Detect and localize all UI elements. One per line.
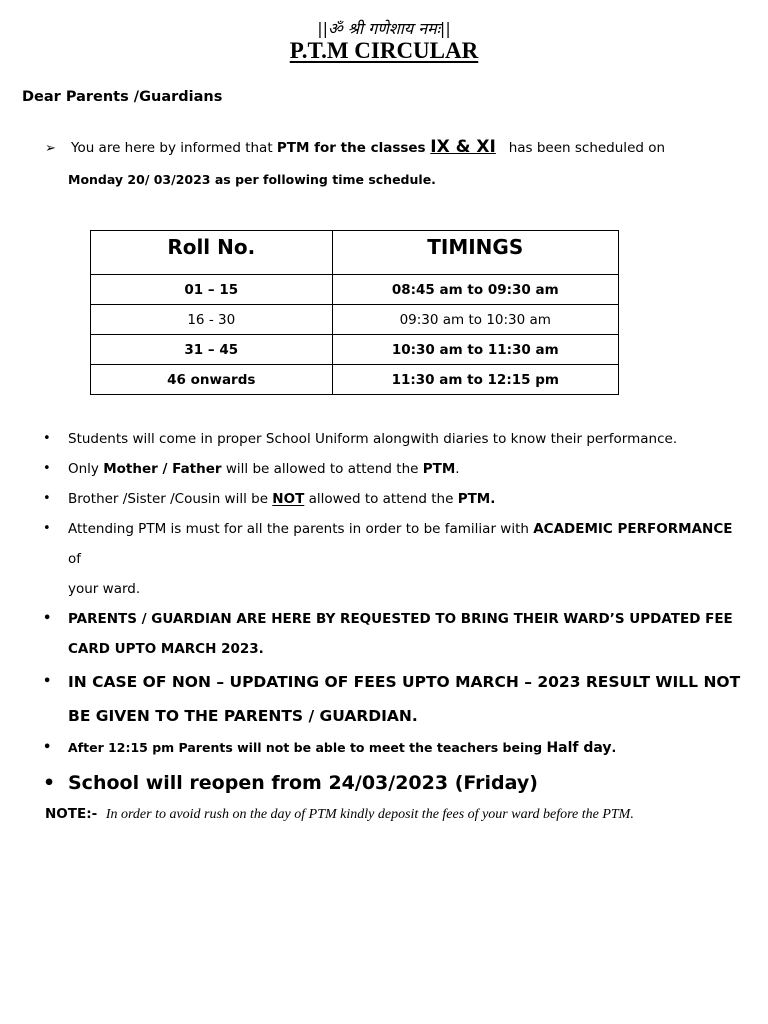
point-emphasis: Mother / Father	[103, 461, 222, 477]
time-cell: 09:30 am to 10:30 am	[332, 305, 618, 335]
bullet-icon: •	[43, 431, 51, 446]
intro-ptm: PTM	[276, 140, 310, 156]
point-text: allowed to attend the	[304, 491, 458, 507]
list-item	[22, 514, 742, 604]
list-item	[22, 763, 742, 803]
time-cell: 08:45 am to 09:30 am	[332, 275, 618, 305]
time-cell: 11:30 am to 12:15 pm	[332, 365, 618, 395]
bullet-icon: •	[43, 461, 51, 476]
title-text: P.T.M CIRCULAR	[289, 38, 479, 63]
intro-classes: IX & XI	[430, 137, 496, 157]
intro-line	[45, 137, 665, 157]
point-text: Students will come in proper School Uniform alongwith diaries to know their performance.	[68, 431, 678, 447]
list-item	[22, 424, 742, 454]
table-header-row	[91, 231, 619, 275]
schedule-table	[90, 230, 619, 395]
table-row	[91, 365, 619, 395]
point-text: Only	[68, 461, 104, 477]
intro-text-1: You are here by informed that	[71, 140, 277, 156]
list-item	[22, 604, 742, 664]
intro-scheduled: has been scheduled on	[508, 140, 666, 156]
point-text: PARENTS / GUARDIAN ARE HERE BY REQUESTED TO BRING THEIR WARD’S UPDATED FEE	[68, 611, 733, 627]
note-text: In order to avoid rush on the day of PTM kindly deposit the fees of your ward before the PTM.	[105, 807, 634, 822]
intro-date-line: Monday 20/ 03/2023 as per following time schedule.	[68, 172, 436, 187]
roll-cell: 46 onwards	[91, 365, 333, 395]
point-emphasis: NOT	[272, 491, 305, 507]
list-item	[22, 665, 742, 733]
invocation-text: ||ॐ श्री गणेशाय नमः||	[317, 19, 451, 38]
header-timings: TIMINGS	[332, 231, 618, 275]
point-emphasis: ACADEMIC PERFORMANCE	[533, 521, 733, 537]
point-text: of	[68, 551, 82, 567]
note-line	[45, 806, 634, 823]
point-text: After 12:15 pm Parents will not be able to meet the teachers being	[68, 740, 547, 755]
point-text: your ward.	[68, 581, 141, 597]
instructions-list	[22, 424, 742, 803]
bullet-icon: •	[43, 521, 51, 536]
header-roll-no: Roll No.	[91, 231, 333, 275]
point-text: School will reopen from 24/03/2023 (Friday)	[68, 772, 538, 794]
point-emphasis: PTM	[422, 461, 456, 477]
bullet-icon: •	[43, 611, 52, 626]
point-emphasis: PTM.	[457, 491, 496, 507]
list-item	[22, 484, 742, 514]
bullet-icon: •	[43, 674, 52, 689]
list-item	[22, 733, 742, 763]
salutation: Dear Parents /Guardians	[22, 89, 223, 105]
list-item	[22, 454, 742, 484]
table-row	[91, 335, 619, 365]
point-text: Brother /Sister /Cousin will be	[68, 491, 273, 507]
bullet-icon: •	[43, 491, 51, 506]
note-label: NOTE:-	[45, 806, 98, 822]
roll-cell: 31 – 45	[91, 335, 333, 365]
point-emphasis: Half day	[546, 740, 612, 756]
point-text: will be allowed to attend the	[221, 461, 423, 477]
point-text: CARD UPTO MARCH 2023.	[68, 641, 264, 657]
time-cell: 10:30 am to 11:30 am	[332, 335, 618, 365]
arrow-bullet-icon: ➢	[45, 141, 56, 156]
roll-cell: 01 – 15	[91, 275, 333, 305]
bullet-icon: •	[43, 772, 56, 794]
point-text: .	[455, 461, 460, 477]
point-text: BE GIVEN TO THE PARENTS / GUARDIAN.	[68, 707, 418, 725]
bullet-icon: •	[43, 740, 52, 755]
page-title	[0, 38, 768, 64]
point-text: IN CASE OF NON – UPDATING OF FEES UPTO MARCH – 2023 RESULT WILL NOT	[68, 673, 741, 691]
table-row	[91, 305, 619, 335]
table-row	[91, 275, 619, 305]
point-text: .	[611, 740, 617, 755]
point-text: Attending PTM is must for all the parents in order to be familiar with	[68, 521, 534, 537]
roll-cell: 16 - 30	[91, 305, 333, 335]
intro-for-classes: for the classes	[309, 140, 431, 156]
